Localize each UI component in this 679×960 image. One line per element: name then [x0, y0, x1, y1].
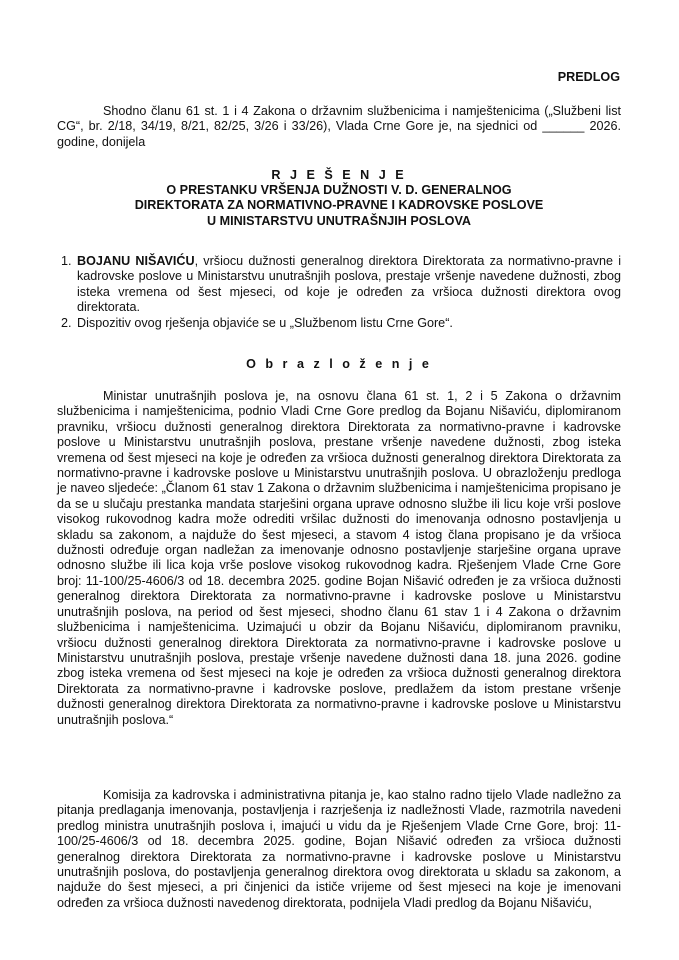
decision-title-line3: DIREKTORATA ZA NORMATIVNO-PRAVNE I KADROVSKE POSLOVE — [134, 198, 544, 213]
proposal-label: PREDLOG — [557, 70, 620, 84]
dispositive-item-1 — [75, 254, 621, 316]
decision-title-line4: U MINISTARSTVU UNUTRAŠNJIH POSLOVA — [206, 213, 471, 228]
dispositive-item-2 — [75, 316, 621, 331]
dispositive-item-2-text: Dispozitiv ovog rješenja objaviće se u „Službenom listu Crne Gore“. — [77, 315, 453, 330]
dispositive-list — [57, 254, 621, 331]
reasoning-heading: O b r a z l o ž e n j e — [246, 357, 432, 371]
intro-paragraph: Shodno članu 61 st. 1 i 4 Zakona o državnim službenicima i namještenicima („Službeni list CG“, br. 2/18, 34/19, 8/21, 82/25, 3/26 i 33/26), Vlada Crne Gore je, na sjednici od ______ 2026. godine, donijela — [57, 104, 621, 149]
person-name: BOJANU NIŠAVIĆU — [77, 254, 195, 268]
decision-title — [57, 168, 621, 229]
dispositive-item-1-text: , vršiocu dužnosti generalnog direktora Direktorata za normativno-pravne i kadrovske poslove u Ministarstvu unutrašnjih poslova, prestaje vršenje navedene dužnosti, zbog isteka vremena od šest mjeseci, od koje je određen za vršioca dužnosti direktora ovog direktorata. — [77, 254, 622, 315]
decision-title-main: R J E Š E N J E — [271, 168, 407, 182]
reasoning-paragraph-2: Komisija za kadrovska i administrativna pitanja je, kao stalno radno tijelo Vlade nadležno za pitanja predlaganja imenovanja, postavljenja i razrješenja iz nadležnosti Vlade, razmotrila navedeni predlog ministra unutrašnjih poslova i, imajući u vidu da je Rješenjem Vlade Crne Gore, broj: 11-100/25-4606/3 od 18. decembra 2025. godine, Bojan Nišavić određen za vršioca dužnosti generalnog direktora Direktorata za normativno-pravne i kadrovske poslove u Ministarstvu unutrašnjih poslova, do postavljenja generalnog direktora ovog direktorata u skladu sa zakonom, a najduže do šest mjeseci, a pri činjenici da ističe vrijeme od šest mjeseci na koje je imenovani određen za vršioca dužnosti navedenog direktorata, podnijela Vladi predlog da Bojanu Nišaviću, — [57, 788, 621, 910]
reasoning-paragraph-1: Ministar unutrašnjih poslova je, na osnovu člana 61 st. 1, 2 i 5 Zakona o državnim službenicima i namještenicima, podnio Vladi Crne Gore predlog da Bojanu Nišaviću, diplomiranom pravniku, vršiocu dužnosti generalnog direktora Direktorata za normativno-pravne i kadrovske poslove u Ministarstvu unutrašnjih poslova, prestane vršenje navedene dužnosti, zbog isteka vremena od šest mjeseci na koje je određen za vršioca dužnosti generalnog direktora Direktorata za normativno-pravne i kadrovske poslove u Ministarstvu unutrašnjih poslova. U obrazloženju predloga je naveo sljedeće: „Članom 61 stav 1 Zakona o državnim službenicima i namještenicima propisano je da se u slučaju prestanka mandata starješini organa uprave odnosno službe ili licu koje vrši poslove visokog rukovodnog kadra može odrediti vršilac dužnosti do imenovanja odnosno postavljenja u skladu sa zakonom, a najduže do šest mjeseci, a stavom 4 istog člana propisano je da vršioca dužnosti određuje organ nadležan za imenovanje odnosno postavljenje starješine organa uprave odnosno službe ili lica koja vrše poslove visokog rukovodnog kadra. Rješenjem Vlade Crne Gore broj: 11-100/25-4606/3 od 18. decembra 2025. godine Bojan Nišavić određen je za vršioca dužnosti generalnog direktora Direktorata za normativno-pravne i kadrovske poslove u Ministarstvu unutrašnjih poslova, na period od šest mjeseci, shodno članu 61 stav 1 i 4 Zakona o državnim službenicima i namještenicima. Uzimajući u obzir da Bojanu Nišaviću, diplomiranom pravniku, vršiocu dužnosti generalnog direktora Direktorata za normativno-pravne i kadrovske poslove u Ministarstvu unutrašnjih poslova, prestaje vršenje navedene dužnosti dana 18. juna 2026. godine zbog isteka vremena od šest mjeseci na koje je određen za vršioca dužnosti generalnog direktora Direktorata za normativno-pravne i kadrovske poslove, predlažem da istom prestane vršenje dužnosti generalnog direktora Direktorata za normativno-pravne i kadrovske poslove u Ministarstvu unutrašnjih poslova.“ — [57, 389, 621, 727]
decision-title-line2: O PRESTANKU VRŠENJA DUŽNOSTI V. D. GENERALNOG — [166, 183, 512, 198]
